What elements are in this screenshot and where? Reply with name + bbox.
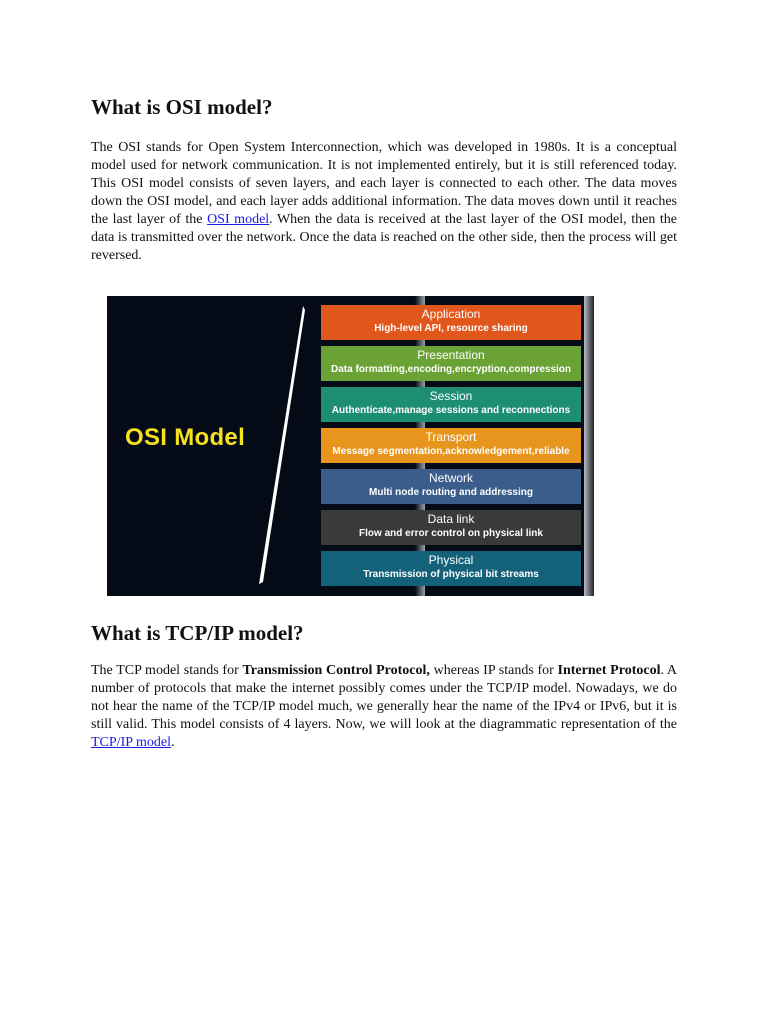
tcp-paragraph-text-1: The TCP model stands for [91,663,243,678]
layer-description: Authenticate,manage sessions and reconnections [331,405,571,416]
layer-session [321,387,581,422]
osi-paragraph [91,139,677,265]
ip-term-bold: Internet Protocol [557,663,661,678]
layer-name: Physical [428,553,474,567]
layer-name: Application [421,307,481,321]
layer-description: High-level API, resource sharing [374,323,528,334]
layer-name: Transport [425,430,477,444]
tcp-paragraph-text-2: whereas IP stands for [429,663,558,678]
layer-name: Network [428,471,473,485]
tcp-ip-model-link[interactable]: TCP/IP model [91,735,171,750]
layer-name: Data link [427,512,475,526]
tcp-term-bold: Transmission Control Protocol, [242,663,430,678]
layer-name: Presentation [417,348,485,362]
layer-physical [321,551,581,586]
osi-heading: What is OSI model? [91,95,273,119]
tcp-paragraph-text-3: . A number of protocols that make the internet possibly comes under the TCP/IP model. Nowadays, we do not hear the name of the TCP/IP model much, we generally hear the name of the IPv4 or IPv6, but it is still valid. This model consists of 4 layers. Now, we will look at the diagrammatic representation of the [91,663,677,732]
osi-model-figure [107,296,594,596]
layer-name: Session [429,389,473,403]
osi-model-link[interactable]: OSI model [207,212,270,227]
osi-paragraph-text-2: . When the data is received at the last layer of the OSI model, then the data is transmitted over the network. Once the data is reached on the other side, then the process will get reversed. [91,212,677,263]
layer-description: Data formatting,encoding,encryption,compression [330,364,572,375]
tcp-ip-heading: What is TCP/IP model? [91,621,304,645]
layer-transport [321,428,581,463]
layer-description: Transmission of physical bit streams [363,569,539,580]
layer-application [321,305,581,340]
layer-description: Message segmentation,acknowledgement,reliable [332,446,570,457]
layer-description: Multi node routing and addressing [369,487,533,498]
slash-decoration [257,306,307,584]
tcp-ip-paragraph [91,662,677,752]
figure-title: OSI Model [125,424,246,451]
layer-network [321,469,581,504]
osi-paragraph-text-1: The OSI stands for Open System Interconnection, which was developed in 1980s. It is a conceptual model used for network communication. It is not implemented entirely, but it is still referenced today. This OSI model consists of seven layers, and each layer is connected to each other. The data moves down the OSI model, and each layer adds additional information. The data moves down until it reaches the last layer of the [91,140,677,227]
figure-edge-gradient [584,296,594,596]
layer-presentation [321,346,581,381]
tcp-paragraph-text-4: . [171,735,175,750]
layer-description: Flow and error control on physical link [359,528,543,539]
layer-data-link [321,510,581,545]
